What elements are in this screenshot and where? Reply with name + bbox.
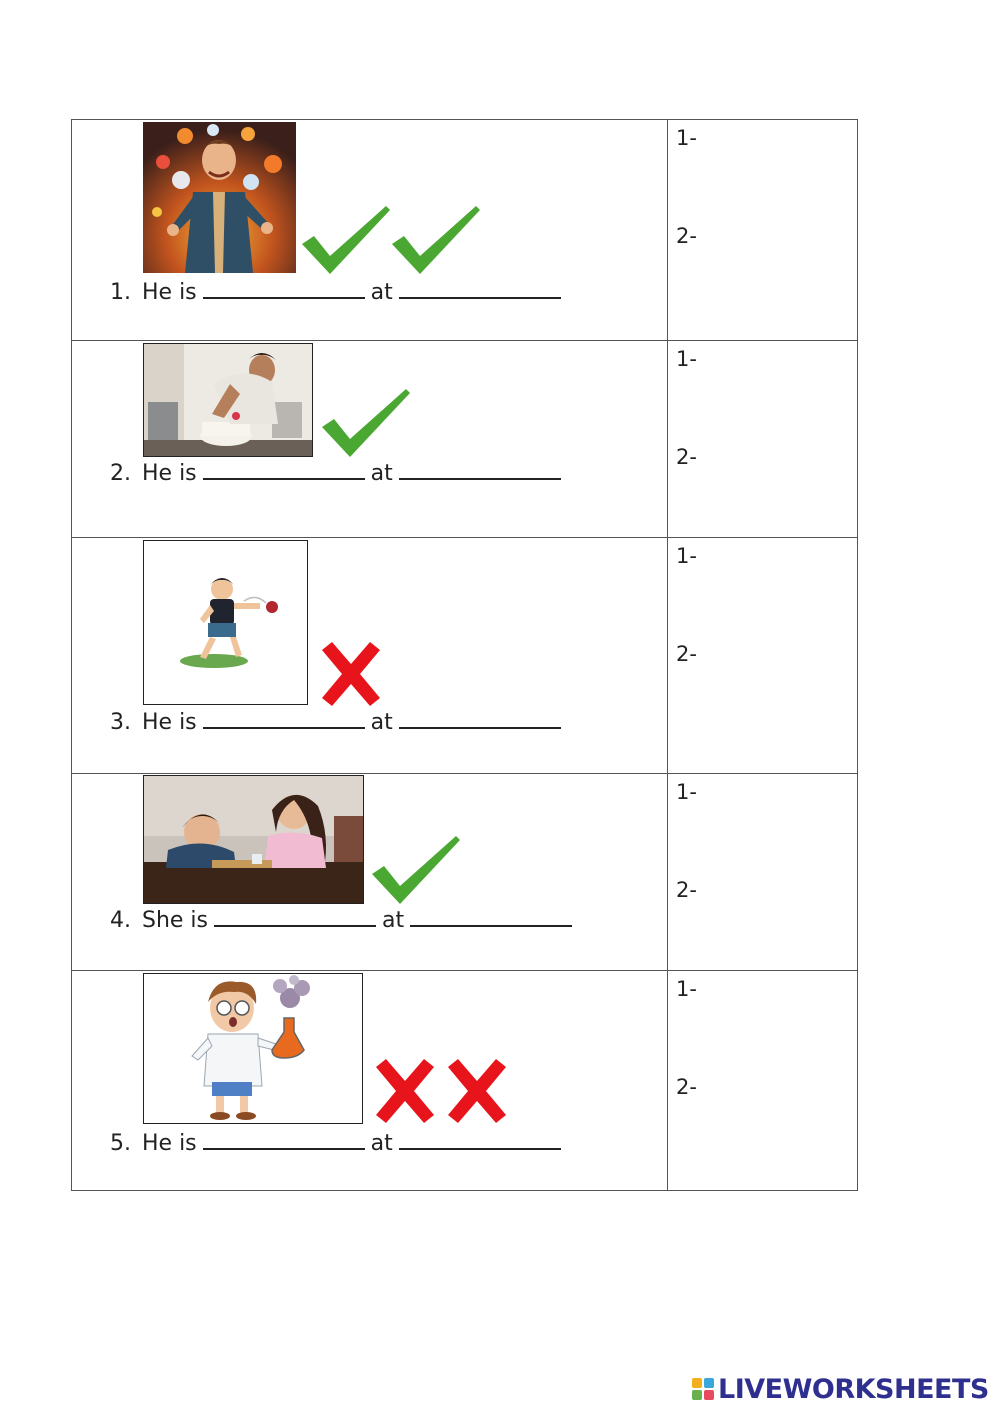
question-cell-3 bbox=[72, 538, 668, 773]
answer-label-1: 1- bbox=[676, 347, 697, 371]
answer-label-2: 2- bbox=[676, 878, 697, 902]
answer-cell-5 bbox=[668, 971, 857, 1190]
answer-cell-4 bbox=[668, 774, 857, 970]
answer-label-1: 1- bbox=[676, 780, 697, 804]
check-icon bbox=[370, 834, 462, 906]
question-subject: He is bbox=[142, 280, 197, 305]
liveworksheets-logo bbox=[692, 1374, 989, 1404]
answer-blank-1[interactable] bbox=[203, 462, 365, 480]
answer-cell-3 bbox=[668, 538, 857, 773]
baker-image bbox=[143, 343, 313, 457]
question-sentence-1 bbox=[110, 280, 567, 305]
question-number: 2. bbox=[110, 461, 131, 486]
answer-label-2: 2- bbox=[676, 445, 697, 469]
answer-blank-1[interactable] bbox=[203, 1132, 365, 1150]
answer-blank-2[interactable] bbox=[399, 1132, 561, 1150]
logo-squares-icon bbox=[692, 1378, 714, 1400]
answer-label-2: 2- bbox=[676, 642, 697, 666]
answer-blank-2[interactable] bbox=[399, 711, 561, 729]
answer-blank-2[interactable] bbox=[399, 462, 561, 480]
worksheet-row-1 bbox=[72, 120, 857, 340]
question-connector: at bbox=[370, 710, 393, 735]
question-sentence-5 bbox=[110, 1131, 567, 1156]
answer-blank-2[interactable] bbox=[399, 281, 561, 299]
worksheet-table bbox=[71, 119, 858, 1191]
question-number: 1. bbox=[110, 280, 131, 305]
scientist-boy-image bbox=[143, 973, 363, 1124]
question-connector: at bbox=[370, 280, 393, 305]
answer-blank-1[interactable] bbox=[203, 711, 365, 729]
question-sentence-2 bbox=[110, 461, 567, 486]
cross-icon bbox=[442, 1057, 512, 1127]
question-number: 5. bbox=[110, 1131, 131, 1156]
question-cell-4 bbox=[72, 774, 668, 970]
question-connector: at bbox=[370, 461, 393, 486]
question-cell-2 bbox=[72, 341, 668, 537]
question-number: 4. bbox=[110, 908, 131, 933]
worksheet-row-5 bbox=[72, 970, 857, 1190]
juggler-image bbox=[143, 122, 296, 273]
question-cell-1 bbox=[72, 120, 668, 340]
worksheet-row-4 bbox=[72, 773, 857, 970]
answer-label-2: 2- bbox=[676, 1075, 697, 1099]
answer-cell-1 bbox=[668, 120, 857, 340]
worksheet-row-3 bbox=[72, 537, 857, 773]
question-subject: He is bbox=[142, 461, 197, 486]
answer-label-1: 1- bbox=[676, 977, 697, 1001]
answer-blank-1[interactable] bbox=[214, 909, 376, 927]
answer-cell-2 bbox=[668, 341, 857, 537]
question-sentence-4 bbox=[110, 908, 578, 933]
check-icon bbox=[390, 204, 482, 276]
worksheet-row-2 bbox=[72, 340, 857, 537]
answer-label-1: 1- bbox=[676, 544, 697, 568]
cross-icon bbox=[370, 1057, 440, 1127]
mother-and-child-crafting-image bbox=[143, 775, 364, 904]
answer-blank-1[interactable] bbox=[203, 281, 365, 299]
question-cell-5 bbox=[72, 971, 668, 1190]
question-connector: at bbox=[370, 1131, 393, 1156]
question-connector: at bbox=[382, 908, 405, 933]
question-number: 3. bbox=[110, 710, 131, 735]
boy-throwing-ball-image bbox=[143, 540, 308, 705]
check-icon bbox=[300, 204, 392, 276]
answer-label-2: 2- bbox=[676, 224, 697, 248]
question-subject: He is bbox=[142, 1131, 197, 1156]
question-subject: She is bbox=[142, 908, 209, 933]
answer-blank-2[interactable] bbox=[410, 909, 572, 927]
check-icon bbox=[320, 387, 412, 459]
question-subject: He is bbox=[142, 710, 197, 735]
question-sentence-3 bbox=[110, 710, 567, 735]
answer-label-1: 1- bbox=[676, 126, 697, 150]
logo-text: LIVEWORKSHEETS bbox=[718, 1373, 989, 1405]
cross-icon bbox=[316, 640, 386, 710]
